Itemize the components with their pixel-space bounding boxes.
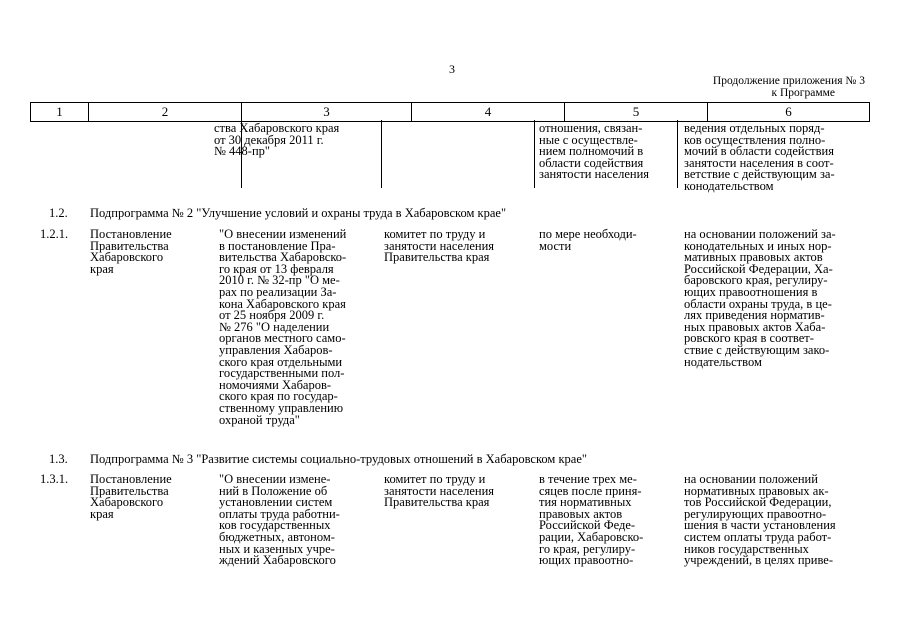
text-line: ского края отдельными: [219, 354, 343, 369]
header-col-1: 1: [30, 103, 88, 121]
table-header-row: [30, 102, 870, 122]
text-line: ющих правоотношения в: [684, 284, 818, 299]
page-number: 3: [449, 62, 455, 76]
text-line: систем оплаты труда работ-: [684, 529, 832, 544]
text-line: Российской Федерации, Ха-: [684, 261, 833, 276]
text-line: баровского края, регулиру-: [684, 273, 828, 288]
text-line: ждений Хабаровского: [219, 553, 336, 568]
text-line: вительства Хабаровско-: [219, 250, 347, 265]
text-line: ющих правоотно-: [539, 553, 634, 568]
text-line: в постановление Пра-: [219, 238, 336, 253]
text-line: учреждений, в целях приве-: [684, 553, 833, 568]
text-line: нодательством: [684, 354, 762, 369]
section-1-3-title: Подпрограмма № 3 "Развитие системы социально-трудовых отношений в Хабаровском крае": [90, 452, 587, 466]
text-line: нормативных правовых ак-: [684, 483, 829, 498]
text-line: ствие с действующим зако-: [684, 342, 830, 357]
row-1-3-1-col5: [539, 474, 643, 567]
text-line: государственными пол-: [219, 366, 345, 381]
text-line: Хабаровского: [90, 250, 164, 265]
header-col-2: 2: [88, 103, 241, 121]
header-col-6: 6: [707, 103, 870, 121]
text-line: шения в части установления: [684, 518, 836, 533]
row-1-3-1-col4: [384, 474, 494, 509]
text-line: ков осуществления полно-: [684, 132, 826, 147]
text-line: области содействия: [539, 155, 644, 170]
row-1-3-1-col6: [684, 474, 836, 567]
text-line: комитет по труду и: [384, 227, 486, 241]
text-line: занятости населения: [384, 238, 495, 253]
text-line: занятости населения в соот-: [684, 155, 834, 170]
text-line: рах по реализации За-: [219, 284, 337, 299]
text-line: мости: [539, 238, 572, 253]
text-line: ственному управлению: [219, 400, 344, 415]
text-line: мочий в области содействия: [684, 144, 834, 159]
row-1-2-1-number: 1.2.1.: [40, 227, 69, 241]
text-line: Правительства края: [384, 495, 490, 510]
header-col-4: 4: [411, 103, 564, 121]
text-line: ства Хабаровского края: [214, 121, 340, 135]
column-divider-5: [534, 120, 535, 188]
text-line: регулирующих правоотно-: [684, 506, 827, 521]
text-line: в течение трех ме-: [539, 472, 637, 486]
text-line: лях приведения норматив-: [684, 308, 825, 323]
text-line: Правительства: [90, 238, 169, 253]
text-line: от 25 ноября 2009 г.: [219, 308, 325, 323]
continuation-line-2: к Программе: [771, 87, 835, 99]
text-line: края: [90, 506, 114, 521]
text-line: конодательных и иных нор-: [684, 238, 832, 253]
row-1-2-1-col2: [90, 229, 172, 275]
text-line: на основании положений: [684, 472, 818, 486]
text-line: мативных правовых актов: [684, 250, 823, 265]
text-line: го края, регулиру-: [539, 541, 636, 556]
section-1-3-number: 1.3.: [49, 452, 68, 466]
continuation-line-1: Продолжение приложения № 3: [712, 75, 865, 87]
header-col-3: 3: [241, 103, 411, 121]
text-line: номочиями Хабаров-: [219, 377, 332, 392]
text-line: Постановление: [90, 472, 172, 486]
section-1-2-number: 1.2.: [49, 206, 68, 220]
text-line: "О внесении измене-: [219, 472, 331, 486]
continuation-note: [660, 75, 865, 99]
text-line: правовых актов: [539, 506, 623, 521]
text-line: отношения, связан-: [539, 121, 643, 135]
text-line: охраной труда": [219, 412, 300, 427]
text-line: ков государственных: [219, 518, 331, 533]
text-line: занятости населения: [539, 167, 650, 182]
text-line: установлении систем: [219, 495, 333, 510]
text-line: го края от 13 февраля: [219, 261, 334, 276]
text-line: Хабаровского: [90, 495, 164, 510]
text-line: тов Российской Федерации,: [684, 495, 832, 510]
text-line: ровского края в соответ-: [684, 331, 814, 346]
text-line: комитет по труду и: [384, 472, 486, 486]
row-1-3-1-col3: [219, 474, 340, 567]
text-line: кона Хабаровского края: [219, 296, 346, 311]
text-line: по мере необходи-: [539, 227, 637, 241]
first-row-col5: [539, 123, 649, 181]
column-divider-4: [381, 120, 382, 188]
text-line: занятости населения: [384, 483, 495, 498]
text-line: Правительства края: [384, 250, 490, 265]
text-line: ников государственных: [684, 541, 809, 556]
text-line: управления Хабаров-: [219, 342, 333, 357]
text-line: нием полномочий в: [539, 144, 644, 159]
text-line: ных правовых актов Хаба-: [684, 319, 826, 334]
first-row-col6: [684, 123, 835, 193]
text-line: Постановление: [90, 227, 172, 241]
text-line: органов местного само-: [219, 331, 346, 346]
header-col-5: 5: [564, 103, 707, 121]
text-line: ского края по государ-: [219, 389, 338, 404]
text-line: ветствие с действующим за-: [684, 167, 835, 182]
text-line: ных и казенных учре-: [219, 541, 335, 556]
text-line: на основании положений за-: [684, 227, 836, 241]
row-1-2-1-col3: [219, 229, 346, 426]
row-1-2-1-col4: [384, 229, 494, 264]
text-line: ные с осуществле-: [539, 132, 638, 147]
first-row-col3: [214, 123, 339, 158]
text-line: от 30 декабря 2011 г.: [214, 132, 324, 147]
text-line: оплаты труда работни-: [219, 506, 340, 521]
row-1-3-1-number: 1.3.1.: [40, 472, 69, 486]
text-line: сяцев после приня-: [539, 483, 642, 498]
text-line: Правительства: [90, 483, 169, 498]
text-line: ний в Положение об: [219, 483, 328, 498]
column-divider-6: [677, 120, 678, 188]
text-line: конодательством: [684, 178, 774, 193]
text-line: области охраны труда, в це-: [684, 296, 832, 311]
section-1-2-title: Подпрограмма № 2 "Улучшение условий и охраны труда в Хабаровском крае": [90, 206, 507, 220]
text-line: края: [90, 261, 114, 276]
text-line: 2010 г. № 32-пр "О ме-: [219, 273, 340, 288]
text-line: № 448-пр": [214, 144, 271, 159]
text-line: "О внесении изменений: [219, 227, 347, 241]
text-line: ведения отдельных поряд-: [684, 121, 825, 135]
row-1-2-1-col6: [684, 229, 836, 368]
row-1-3-1-col2: [90, 474, 172, 520]
text-line: тия нормативных: [539, 495, 632, 510]
text-line: № 276 "О наделении: [219, 319, 330, 334]
text-line: Российской Феде-: [539, 518, 636, 533]
text-line: бюджетных, автоном-: [219, 529, 335, 544]
row-1-2-1-col5: [539, 229, 637, 252]
text-line: рации, Хабаровско-: [539, 529, 644, 544]
